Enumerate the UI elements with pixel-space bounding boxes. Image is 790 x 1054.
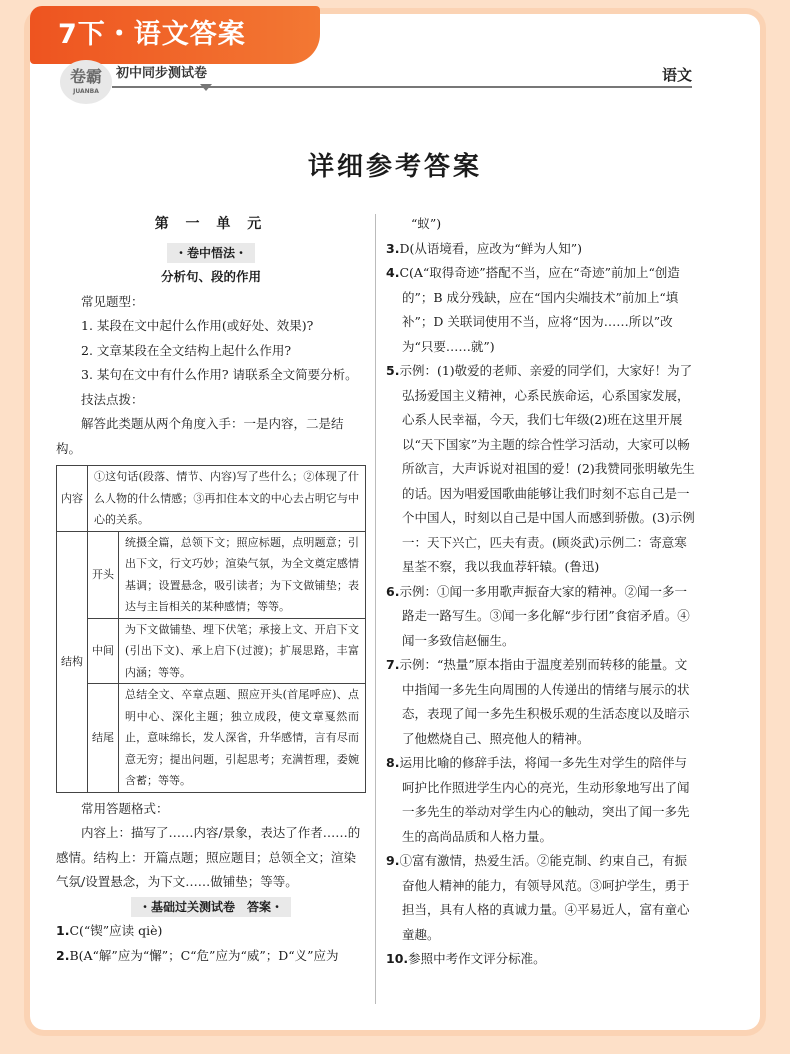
text-line: 2. 文章某段在全文结构上起什么作用? <box>81 342 292 358</box>
table-cell: 总结全文、卒章点题、照应开头(首尾呼应)、点明中心、深化主题；独立成段，使文章戛然而止，意味绵长，发人深省，升华感情，言有尽而意无穷；提出问题，引起思考；充满哲理，委婉含蓄；等等。 <box>119 684 366 793</box>
answer-item: 2.B(A“解”应为“懈”；C“危”应为“威”；D“义”应为 <box>56 947 339 963</box>
series-name: 初中同步测试卷 <box>116 66 208 81</box>
section-badge-answers: ・基础过关测试卷 答案・ <box>131 897 291 917</box>
continued-text: “蚁”) <box>411 216 442 231</box>
answer-item: 5.示例：(1)敬爱的老师、亲爱的同学们，大家好！为了弘扬爱国主义精神，心系民族命运，心系国家发展，心系人民幸福，今天，我们七年级(2)班在这里开展以“天下国家”为主题的综合性学习活动，大家可以畅所欲言，大声诉说对祖国的爱！(2)我赞同张明敏先生的话。因为唱爱国歌曲能够让我们时刻不忘自己是一个中国人，时刻以自己是中国人而感到骄傲。(3)示例一：天下兴亡，匹夫有责。(顾炎武)示例二：寄意寒星荃不察，我以我血荐轩辕。(鲁迅) <box>386 363 695 574</box>
header-rule <box>112 86 692 88</box>
brand-logo <box>60 60 112 104</box>
text-line: 常用答题格式： <box>81 800 169 816</box>
answer-item: 1.C(“锲”应读 qiè) <box>56 923 163 938</box>
answer-item: 4.C(A“取得奇迹”搭配不当，应在“奇迹”前加上“创造的”；B 成分残缺，应在“国内尖端技术”前加上“填补”；D 关联词使用不当，应将“因为……所以”改为“只要……就”) <box>386 265 680 354</box>
answer-item: 6.示例：①闻一多用歌声振奋大家的精神。②闻一多一路走一路写生。③闻一多化解“步行团”食宿矛盾。④闻一多致信赵俪生。 <box>386 583 690 648</box>
column-divider <box>375 214 376 1004</box>
table-label-row: 中间 <box>88 618 119 684</box>
method-table <box>56 465 366 793</box>
text-line: 解答此类题从两个角度入手：一是内容，二是结构。 <box>56 416 344 456</box>
table-cell: 统摄全篇，总领下文；照应标题，点明题意；引出下文，行文巧妙；渲染气氛，为全文奠定感情基调；设置悬念，吸引读者；为下文做铺垫；表达与主旨相关的某种感情；等等。 <box>119 531 366 618</box>
left-column <box>56 212 366 968</box>
table-label-content: 内容 <box>57 466 88 532</box>
section-badge-method: ・卷中悟法・ <box>167 243 255 263</box>
subject-label: 语文 <box>661 66 692 84</box>
answer-item: 3.D(从语境看，应改为“鲜为人知”) <box>386 240 583 256</box>
logo-sub: JUANBA <box>73 88 99 95</box>
text-line: 技法点拨： <box>81 391 144 407</box>
table-label-structure: 结构 <box>57 531 88 792</box>
text-line: 3. 某句在文中有什么作用? 请联系全文简要分析。 <box>81 367 358 382</box>
page-title: 详细参考答案 <box>307 152 482 182</box>
table-row <box>57 618 366 684</box>
answer-item: 10.参照中考作文评分标准。 <box>386 951 546 966</box>
logo-text: 卷霸 <box>69 67 102 86</box>
answer-item: 7.示例：“热量”原本指由于温度差别而转移的能量。文中指闻一多先生向周围的人传递出的情绪与展示的状态，表现了闻一多先生积极乐观的生活态度以及暗示了他燃烧自己、照亮他人的精神。 <box>386 657 690 746</box>
table-row <box>57 466 366 532</box>
unit-heading: 第 一 单 元 <box>154 216 268 232</box>
table-label-row: 结尾 <box>88 684 119 793</box>
table-cell: ①这句话(段落、情节、内容)写了些什么；②体现了什么人物的什么情感；③再扣住本文的中心去占明它与中心的关系。 <box>88 466 366 532</box>
table-label-row: 开头 <box>88 531 119 618</box>
answer-item: 8.运用比喻的修辞手法，将闻一多先生对学生的陪伴与呵护比作照进学生内心的亮光，生动形象地写出了闻一多先生的举动对学生内心的触动，突出了闻一多先生的高尚品质和人格力量。 <box>386 755 690 844</box>
text-line: 常见题型： <box>81 293 144 309</box>
text-line: 内容上：描写了……内容/景象，表达了作者……的感情。结构上：开篇点题；照应题目；总领全文；渲染气氛/设置悬念，为下文……做铺垫；等等。 <box>56 825 361 889</box>
header-rule-marker <box>200 84 212 91</box>
table-row <box>57 531 366 618</box>
right-column <box>386 212 698 972</box>
sub-heading: 分析句、段的作用 <box>160 269 261 284</box>
answer-item: 9.①富有激情，热爱生活。②能克制、约束自己，有振奋他人精神的能力，有领导风范。③呵护学生，勇于担当，具有人格的真诚力量。④平易近人，富有童心童趣。 <box>386 853 690 942</box>
table-cell: 为下文做铺垫、埋下伏笔；承接上文、开启下文(引出下文)、承上启下(过渡)；扩展思路，丰富内涵；等等。 <box>119 618 366 684</box>
table-row <box>57 684 366 793</box>
answer-tag: 7下・语文答案 <box>30 6 320 64</box>
text-line: 1. 某段在文中起什么作用(或好处、效果)? <box>81 318 314 333</box>
